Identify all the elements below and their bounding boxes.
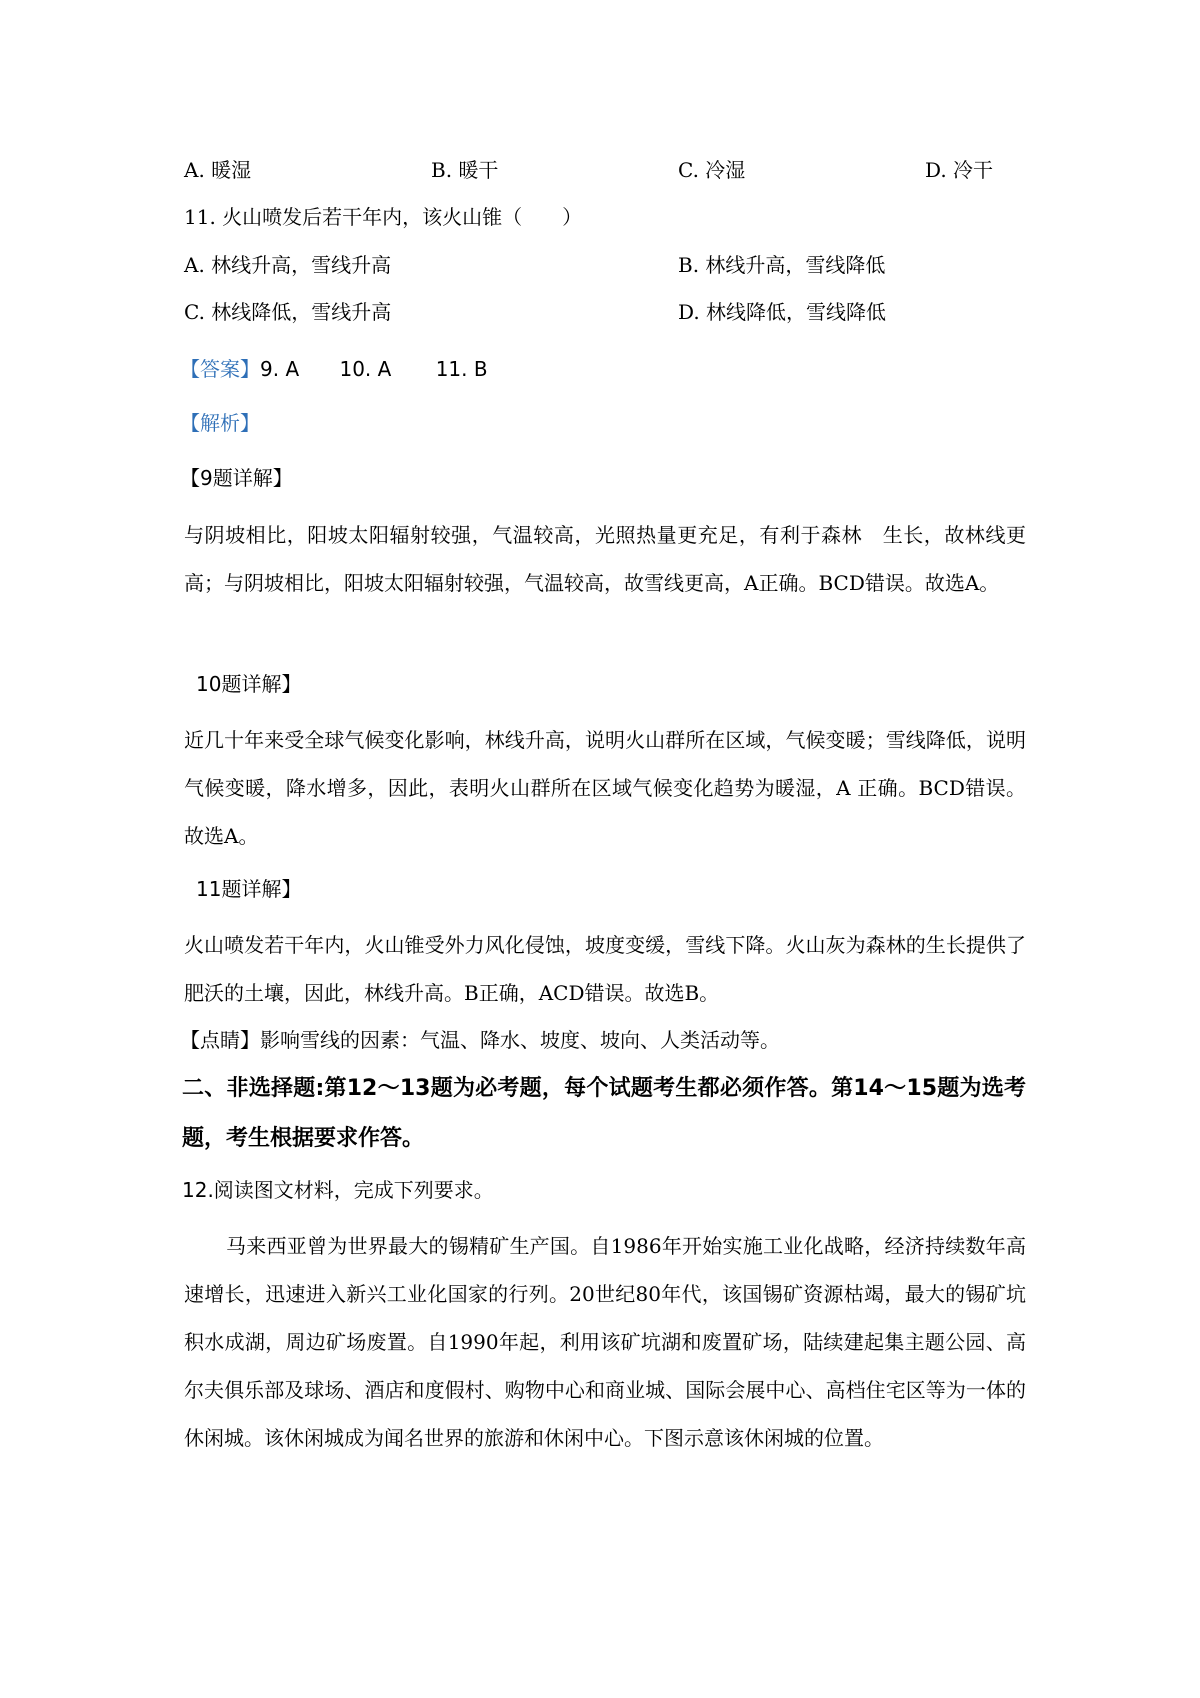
q11-options-row2 [184, 297, 1024, 327]
section2-heading: 二、非选择题:第12～13题为必考题，每个试题考生都必须作答。第14～15题为选考题，考生根据要求作答。 [182, 1076, 1026, 1151]
q10-option-c: C. 冷湿 [678, 158, 746, 182]
q12-material: 马来西亚曾为世界最大的锡精矿生产国。自1986年开始实施工业化战略，经济持续数年高速增长，迅速进入新兴工业化国家的行列。20世纪80年代，该国锡矿资源枯竭，最大的锡矿坑积水成湖，周边矿场废置。自1990年起，利用该矿坑湖和废置矿场，陆续建起集主题公园、高尔夫俱乐部及球场、酒店和度假村、购物中心和商业城、国际会展中心、高档住宅区等为一体的休闲城。该休闲城成为闻名世界的旅游和休闲中心。下图示意该休闲城的位置。 [184, 1234, 1026, 1450]
answer-11: 11. B [435, 357, 488, 381]
answer-line [180, 355, 488, 383]
q10-option-a: A. 暖湿 [184, 158, 252, 182]
answer-10: 10. A [339, 357, 392, 381]
q11-option-c: C. 林线降低，雪线升高 [184, 300, 392, 324]
detail11-text: 火山喷发若干年内，火山锥受外力风化侵蚀，坡度变缓，雪线下降。火山灰为森林的生长提供了肥沃的土壤，因此，林线升高。B正确，ACD错误。故选B。 [184, 933, 1026, 1005]
q11-option-a: A. 林线升高，雪线升高 [184, 253, 392, 277]
q11-options-row1 [184, 250, 1024, 280]
q11-option-d: D. 林线降低，雪线降低 [678, 300, 887, 324]
q11-option-b: B. 林线升高，雪线降低 [678, 253, 886, 277]
tip-line [180, 1026, 780, 1054]
q10-options [184, 155, 1024, 185]
detail11-title: 11题详解】 [196, 877, 302, 901]
q10-option-b: B. 暖干 [431, 158, 499, 182]
detail9-text: 与阴坡相比，阳坡太阳辐射较强，气温较高，光照热量更充足，有利于森林 生长，故林线更高；与阴坡相比，阳坡太阳辐射较强，气温较高，故雪线更高，A正确。BCD错误。故选A。 [184, 523, 1026, 595]
q10-option-d: D. 冷干 [925, 158, 994, 182]
analysis-tag: 【解析】 [180, 411, 260, 435]
answer-9: 9. A [260, 357, 300, 381]
tip-text: 影响雪线的因素：气温、降水、坡度、坡向、人类活动等。 [260, 1028, 780, 1052]
tip-tag: 【点睛】 [180, 1028, 260, 1052]
answer-tag: 【答案】 [180, 357, 260, 381]
detail9-title: 【9题详解】 [180, 466, 293, 490]
detail10-title: 10题详解】 [196, 672, 302, 696]
detail10-text: 近几十年来受全球气候变化影响，林线升高，说明火山群所在区域，气候变暖；雪线降低，说明气候变暖，降水增多，因此，表明火山群所在区域气候变化趋势为暖湿，A 正确。BCD错误。故选A。 [184, 728, 1026, 848]
q11-stem: 11. 火山喷发后若干年内，该火山锥（ ） [184, 205, 583, 229]
q12-stem: 12.阅读图文材料，完成下列要求。 [182, 1178, 494, 1202]
